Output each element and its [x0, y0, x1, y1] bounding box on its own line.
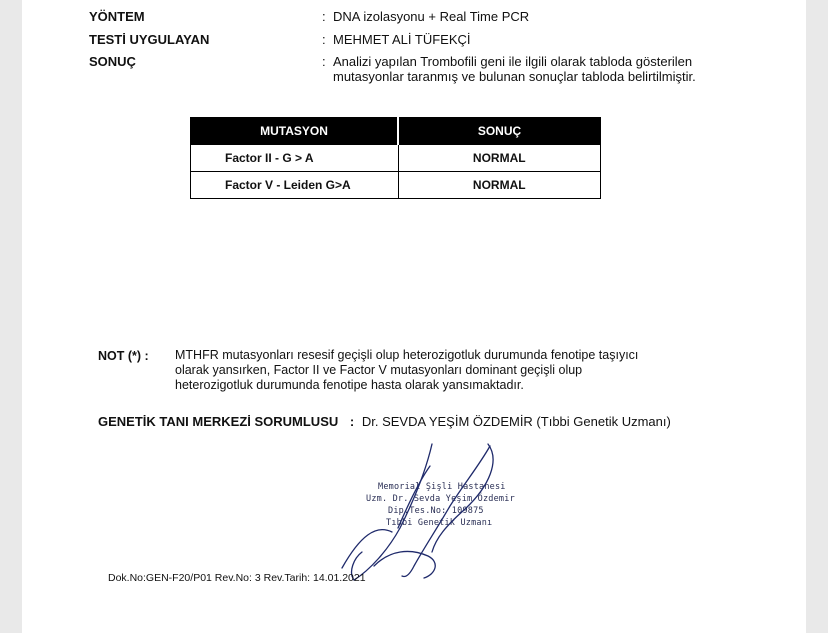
stamp-line-3: Dip.Tes.No: 109875 — [388, 506, 484, 516]
tester-colon: : — [322, 32, 326, 47]
result-value — [333, 54, 696, 84]
mutation-table — [190, 117, 601, 199]
responsible-colon: : — [349, 414, 355, 429]
method-value: DNA izolasyonu + Real Time PCR — [333, 9, 530, 24]
mutation-cell: Factor V - Leiden G>A — [191, 172, 399, 199]
table-row — [191, 145, 601, 172]
result-cell: NORMAL — [398, 145, 601, 172]
responsible-label: GENETİK TANI MERKEZİ SORUMLUSU — [98, 414, 339, 429]
signature-image — [340, 440, 520, 590]
header-mutation: MUTASYON — [191, 118, 399, 145]
responsible-value: Dr. SEVDA YEŞİM ÖZDEMİR (Tıbbi Genetik Uzmanı) — [361, 414, 671, 429]
note-line-1: MTHFR mutasyonları resesif geçişli olup heterozigotluk durumunda fenotipe taşıyıcı — [175, 348, 639, 362]
method-label: YÖNTEM — [89, 9, 145, 24]
header-result: SONUÇ — [398, 118, 601, 145]
table-header-row — [191, 118, 601, 145]
note-text — [175, 348, 675, 393]
result-line-1: Analizi yapılan Trombofili geni ile ilgili olarak tabloda gösterilen — [333, 54, 693, 69]
stamp-line-1: Memorial Şişli Hastanesi — [378, 482, 506, 492]
table-row — [191, 172, 601, 199]
mutation-cell: Factor II - G > A — [191, 145, 399, 172]
method-colon: : — [322, 9, 326, 24]
tester-label: TESTİ UYGULAYAN — [89, 32, 210, 47]
tester-value: MEHMET ALİ TÜFEKÇİ — [333, 32, 471, 47]
stamp-line-2: Uzm. Dr. Sevda Yeşim Özdemir — [366, 494, 515, 504]
note-line-3: heterozigotluk durumunda fenotipe hasta olarak yansımaktadır. — [175, 378, 524, 392]
document-footer: Dok.No:GEN-F20/P01 Rev.No: 3 Rev.Tarih: 14.01.2021 — [108, 572, 366, 584]
result-cell: NORMAL — [398, 172, 601, 199]
note-line-2: olarak yansırken, Factor II ve Factor V mutasyonları dominant geçişli olup — [175, 363, 583, 377]
stamp-line-4: Tıbbi Genetik Uzmanı — [386, 518, 493, 528]
result-label: SONUÇ — [89, 54, 136, 69]
responsible-row — [98, 414, 671, 429]
result-colon: : — [322, 54, 326, 69]
result-line-2: mutasyonlar taranmış ve bulunan sonuçlar tabloda belirtilmiştir. — [333, 69, 696, 84]
note-label: NOT (*) : — [98, 349, 149, 363]
